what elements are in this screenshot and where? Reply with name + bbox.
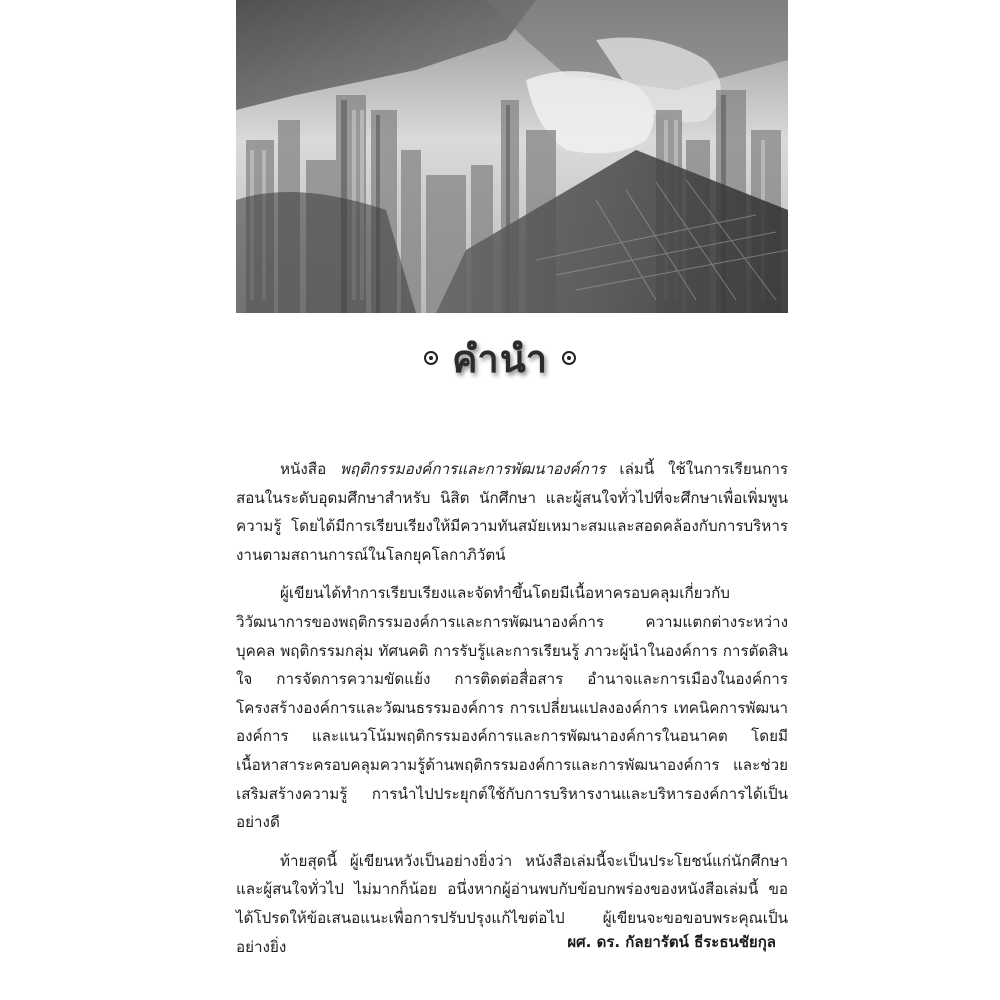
book-title-italic: พฤติกรรมองค์การและการพัฒนาองค์การ	[340, 460, 606, 478]
paragraph-2: ผู้เขียนได้ทำการเรียบเรียงและจัดทำขึ้นโดยมีเนื้อหาครอบคลุมเกี่ยวกับวิวัฒนาการของพฤติกรรมองค์การและการพัฒนาองค์การ ความแตกต่างระหว่างบุคคล พฤติกรรมกลุ่ม ทัศนคติ การรับรู้และการเรียนรู้ ภาวะผู้นำในองค์การ การตัดสินใจ การจัดการความขัดแย้ง การติดต่อสื่อสาร อำนาจและการเมืองในองค์การ โครงสร้างองค์การและวัฒนธรรมองค์การ การเปลี่ยนแปลงองค์การ เทคนิคการพัฒนาองค์การ และแนวโน้มพฤติกรรมองค์การและการพัฒนาองค์การในอนาคต โดยมีเนื้อหาสาระครอบคลุมความรู้ด้านพฤติกรรมองค์การและการพัฒนาองค์การ และช่วยเสริมสร้างความรู้ การนำไปประยุกต์ใช้กับการบริหารงานและบริหารองค์การได้เป็นอย่างดี	[236, 584, 788, 832]
cover-photo	[236, 0, 788, 313]
city-laptop-illustration	[236, 0, 788, 313]
page-title: คำนำ	[451, 336, 549, 381]
preface-body	[236, 455, 788, 971]
paragraph-1	[236, 455, 788, 569]
bullet-right-icon	[562, 351, 576, 365]
title-block	[0, 330, 1000, 386]
paragraph-1-text: เล่มนี้ ใช้ในการเรียนการสอนในระดับอุดมศึกษาสำหรับ นิสิต นักศึกษา และผู้สนใจทั่วไปที่จะศึกษาเพื่อเพิ่มพูนความรู้ โดยได้มีการเรียบเรียงให้มีความทันสมัยเหมาะสมและสอดคล้องกับการบริหารงานตามสถานการณ์ในโลกยุคโลกาภิวัตน์	[236, 460, 789, 564]
paragraph-3: ท้ายสุดนี้ ผู้เขียนหวังเป็นอย่างยิ่งว่า หนังสือเล่มนี้จะเป็นประโยชน์แก่นักศึกษา และผู้สนใจทั่วไป ไม่มากก็น้อย อนึ่งหากผู้อ่านพบกับข้อบกพร่องของหนังสือเล่มนี้ ขอได้โปรดให้ข้อเสนอแนะเพื่อการปรับปรุงแก้ไขต่อไป ผู้เขียนจะขอขอบพระคุณเป็นอย่างยิ่ง	[236, 851, 788, 956]
paragraph-1-lead: หนังสือ	[280, 460, 341, 478]
bullet-left-icon	[424, 351, 438, 365]
author-signature: ผศ. ดร. กัลยารัตน์ ธีระธนชัยกุล	[567, 933, 776, 951]
